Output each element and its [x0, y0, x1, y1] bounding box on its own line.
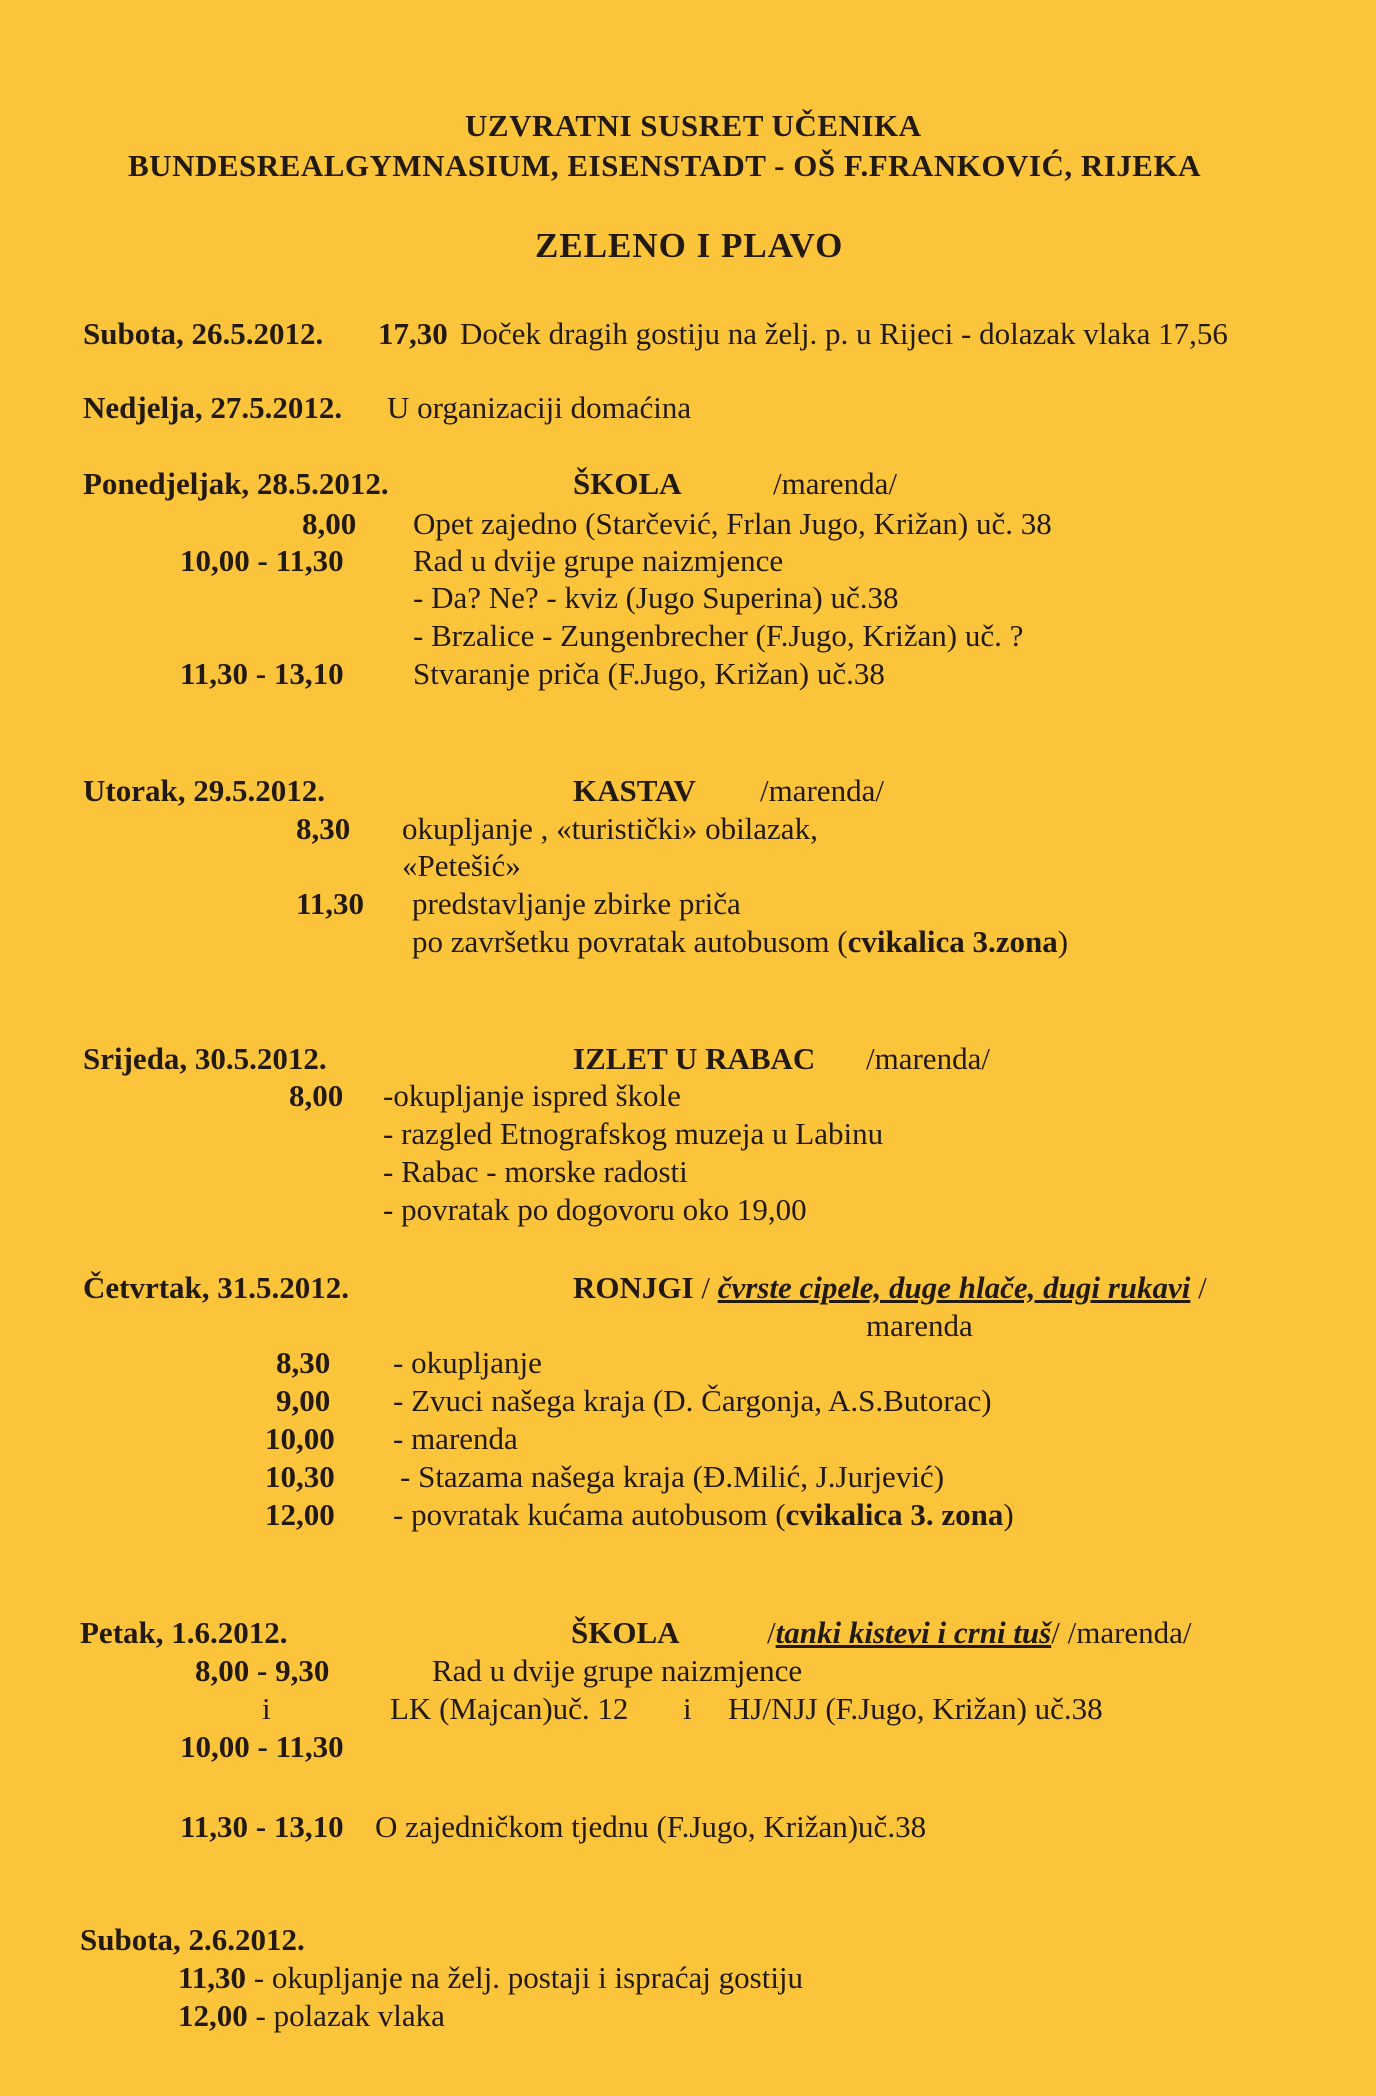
activity-tue-4-text: po završetku povratak autobusom ( [412, 924, 848, 959]
activity-tue-4 [412, 926, 1068, 957]
note-wed: /marenda/ [866, 1041, 990, 1076]
group-fri-b: HJ/NJJ (F.Jugo, Križan) uč.38 [728, 1691, 1103, 1726]
time-mon-5: 11,30 - 13,10 [180, 656, 344, 691]
day-label-sat1: Subota, 26.5.2012. [83, 316, 324, 351]
activity-thu-5 [393, 1499, 1014, 1530]
ticket-zone-tue: cvikalica 3.zona [847, 924, 1058, 959]
note-mon: /marenda/ [773, 466, 897, 501]
day-label-sun: Nedjelja, 27.5.2012. [83, 390, 343, 425]
day-label-sat2: Subota, 2.6.2012. [80, 1922, 305, 1957]
group-fri-a: LK (Majcan)uč. 12 [390, 1691, 629, 1726]
day-label-wed: Srijeda, 30.5.2012. [83, 1041, 327, 1076]
activity-tue-3: predstavljanje zbirke priča [412, 886, 741, 921]
activity-mon-4: - Brzalice - Zungenbrecher (F.Jugo, Križan) uč. ? [413, 618, 1024, 653]
note-thu: marenda [866, 1308, 973, 1343]
day-label-tue: Utorak, 29.5.2012. [83, 773, 325, 808]
header-line-1: UZVRATNI SUSRET UČENIKA [465, 108, 922, 143]
activity-thu-5-close: ) [1003, 1497, 1014, 1532]
activity-mon-1: Opet zajedno (Starčević, Frlan Jugo, Križan) uč. 38 [413, 506, 1052, 541]
place-tue: KASTAV [573, 773, 696, 808]
place-mon: ŠKOLA [573, 466, 682, 501]
day-label-mon: Ponedjeljak, 28.5.2012. [83, 466, 389, 501]
activity-fri-4: O zajedničkom tjednu (F.Jugo, Križan)uč.38 [375, 1809, 927, 1844]
activity-mon-2: Rad u dvije grupe naizmjence [413, 543, 784, 578]
time-mon-2: 10,00 - 11,30 [180, 543, 344, 578]
activity-sat1: Doček dragih gostiju na želj. p. u Rijeci - dolazak vlaka 17,56 [460, 316, 1228, 351]
slash-thu-2: / [1198, 1270, 1207, 1305]
time-thu-2: 9,00 [276, 1383, 331, 1418]
supplies-note-fri: tanki kistevi i crni tuš [775, 1615, 1052, 1650]
time-fri-3: 10,00 - 11,30 [180, 1729, 344, 1764]
day-label-fri: Petak, 1.6.2012. [80, 1615, 288, 1650]
time-tue-1: 8,30 [296, 811, 351, 846]
activity-thu-1: - okupljanje [393, 1345, 542, 1380]
activity-tue-1: okupljanje , «turistički» obilazak, [402, 811, 818, 846]
activity-thu-2: - Zvuci našega kraja (D. Čargonja, A.S.Butorac) [393, 1383, 992, 1418]
time-fri-1: 8,00 - 9,30 [195, 1653, 330, 1688]
activity-sun: U organizaciji domaćina [387, 390, 692, 425]
time-fri-and: i [262, 1691, 271, 1726]
ticket-zone-thu: cvikalica 3. zona [785, 1497, 1004, 1532]
time-thu-4: 10,30 [265, 1459, 335, 1494]
activity-thu-5-text: - povratak kućama autobusom ( [393, 1497, 786, 1532]
place-wed: IZLET U RABAC [573, 1041, 816, 1076]
activity-sat2-1 [178, 1962, 803, 1993]
note-fri: / /marenda/ [1051, 1615, 1192, 1650]
activity-thu-4: - Stazama našega kraja (Đ.Milić, J.Jurjević) [400, 1459, 945, 1494]
activity-thu-3: - marenda [393, 1421, 518, 1456]
activity-wed-2: - razgled Etnografskog muzeja u Labinu [383, 1116, 884, 1151]
place-thu: RONJGI [573, 1270, 694, 1305]
activity-tue-4-close: ) [1057, 924, 1069, 959]
time-thu-5: 12,00 [265, 1497, 335, 1532]
activity-fri-1: Rad u dvije grupe naizmjence [432, 1653, 803, 1688]
time-fri-4: 11,30 - 13,10 [180, 1809, 344, 1844]
text-sat2-1: - okupljanje na želj. postaji i ispraćaj gostiju [253, 1960, 804, 1995]
activity-sat2-2 [178, 2000, 445, 2031]
time-tue-3: 11,30 [296, 886, 365, 921]
group-fri-and: i [683, 1691, 692, 1726]
note-tue: /marenda/ [760, 773, 884, 808]
time-sat2-2: 12,00 [178, 1998, 248, 2033]
time-sat1: 17,30 [378, 316, 448, 351]
note-line-fri [767, 1617, 1192, 1648]
time-thu-1: 8,30 [276, 1345, 331, 1380]
activity-tue-2: «Petešić» [402, 848, 521, 883]
activity-wed-3: - Rabac - morske radosti [383, 1154, 688, 1189]
equipment-note-thu: čvrste cipele, duge hlače, dugi rukavi [717, 1270, 1191, 1305]
activity-mon-3: - Da? Ne? - kviz (Jugo Superina) uč.38 [413, 580, 899, 615]
activity-wed-4: - povratak po dogovoru oko 19,00 [383, 1192, 807, 1227]
activity-mon-5: Stvaranje priča (F.Jugo, Križan) uč.38 [413, 656, 885, 691]
place-line-thu [573, 1272, 1207, 1303]
header-line-2: BUNDESREALGYMNASIUM, EISENSTADT - OŠ F.FRANKOVIĆ, RIJEKA [128, 148, 1201, 183]
slash-thu-1: / [701, 1270, 710, 1305]
time-sat2-1: 11,30 [178, 1960, 247, 1995]
time-wed-1: 8,00 [289, 1078, 344, 1113]
text-sat2-2: - polazak vlaka [255, 1998, 445, 2033]
day-label-thu: Četvrtak, 31.5.2012. [83, 1270, 350, 1305]
document-title: ZELENO I PLAVO [535, 226, 844, 265]
time-mon-1: 8,00 [302, 506, 357, 541]
place-fri: ŠKOLA [571, 1615, 680, 1650]
time-thu-3: 10,00 [265, 1421, 335, 1456]
slash-fri-1: / [767, 1615, 776, 1650]
activity-wed-1: -okupljanje ispred škole [383, 1078, 681, 1113]
